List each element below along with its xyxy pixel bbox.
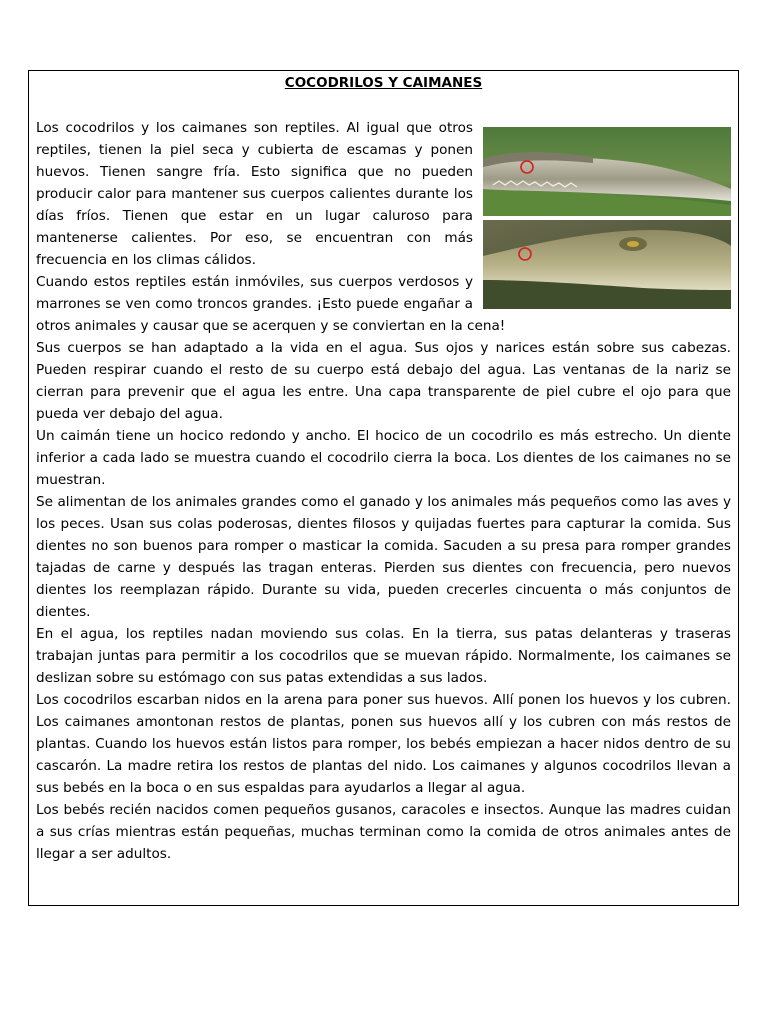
document-title: COCODRILOS Y CAIMANES: [284, 75, 483, 91]
caiman-photo: [483, 220, 731, 309]
paragraph-7: Los cocodrilos escarban nidos en la arena para poner sus huevos. Allí ponen los huevos y los cubren. Los caimanes amontonan restos de plantas, ponen sus huevos allí y los cubren con más restos de plantas. Cuando los huevos están listos para romper, los bebés empiezan a hacer nidos dentro de su cascarón. La madre retira los restos de plantas del nido. Los caimanes y algunos cocodrilos llevan a sus bebés en la boca o en sus espaldas para ayudarlos a llegar al agua.: [36, 692, 731, 796]
paragraph-4: Un caimán tiene un hocico redondo y ancho. El hocico de un cocodrilo es más estrecho. Un diente inferior a cada lado se muestra cuando el cocodrilo cierra la boca. Los dientes de los caimanes no se muestran.: [36, 428, 731, 488]
crocodile-photo: [483, 127, 731, 216]
document-frame: [28, 70, 739, 906]
paragraph-3: Sus cuerpos se han adaptado a la vida en el agua. Sus ojos y narices están sobre sus cabezas. Pueden respirar cuando el resto de su cuerpo está debajo del agua. Las ventanas de la nariz se cierran para prevenir que el agua les entre. Una capa transparente de piel cubre el ojo para que pueda ver debajo del agua.: [36, 340, 731, 422]
paragraph-1: Los cocodrilos y los caimanes son reptiles. Al igual que otros reptiles, tienen la piel seca y cubierta de escamas y ponen huevos. Tienen sangre fría. Esto significa que no pueden producir calor para mantener sus cuerpos calientes durante los días fríos. Tienen que estar en un lugar caluroso para mantenerse calientes. Por eso, se encuentran con más frecuencia en los climas cálidos.: [36, 120, 473, 268]
paragraph-2: Cuando estos reptiles están inmóviles, sus cuerpos verdosos y marrones se ven como troncos grandes. ¡Esto puede engañar a otros animales y causar que se acerquen y se conviertan en la cena!: [36, 274, 506, 334]
document-body: [36, 117, 731, 865]
photo-column: [483, 127, 731, 309]
paragraph-5: Se alimentan de los animales grandes como el ganado y los animales más pequeños como las aves y los peces. Usan sus colas poderosas, dientes filosos y quijadas fuertes para capturar la comida. Sus dientes no son buenos para romper o masticar la comida. Sacuden a su presa para romper grandes tajadas de carne y después las tragan enteras. Pierden sus dientes con frecuencia, pero nuevos dientes los reemplazan rápido. Durante su vida, pueden crecerles cincuenta o más conjuntos de dientes.: [36, 494, 731, 620]
paragraph-6: En el agua, los reptiles nadan moviendo sus colas. En la tierra, sus patas delanteras y traseras trabajan juntas para permitir a los cocodrilos que se muevan rápido. Normalmente, los caimanes se deslizan sobre su estómago con sus patas extendidas a sus lados.: [36, 626, 731, 686]
paragraph-8: Los bebés recién nacidos comen pequeños gusanos, caracoles e insectos. Aunque las madres cuidan a sus crías mientras están pequeñas, muchas terminan como la comida de otros animales antes de llegar a ser adultos.: [36, 802, 731, 862]
